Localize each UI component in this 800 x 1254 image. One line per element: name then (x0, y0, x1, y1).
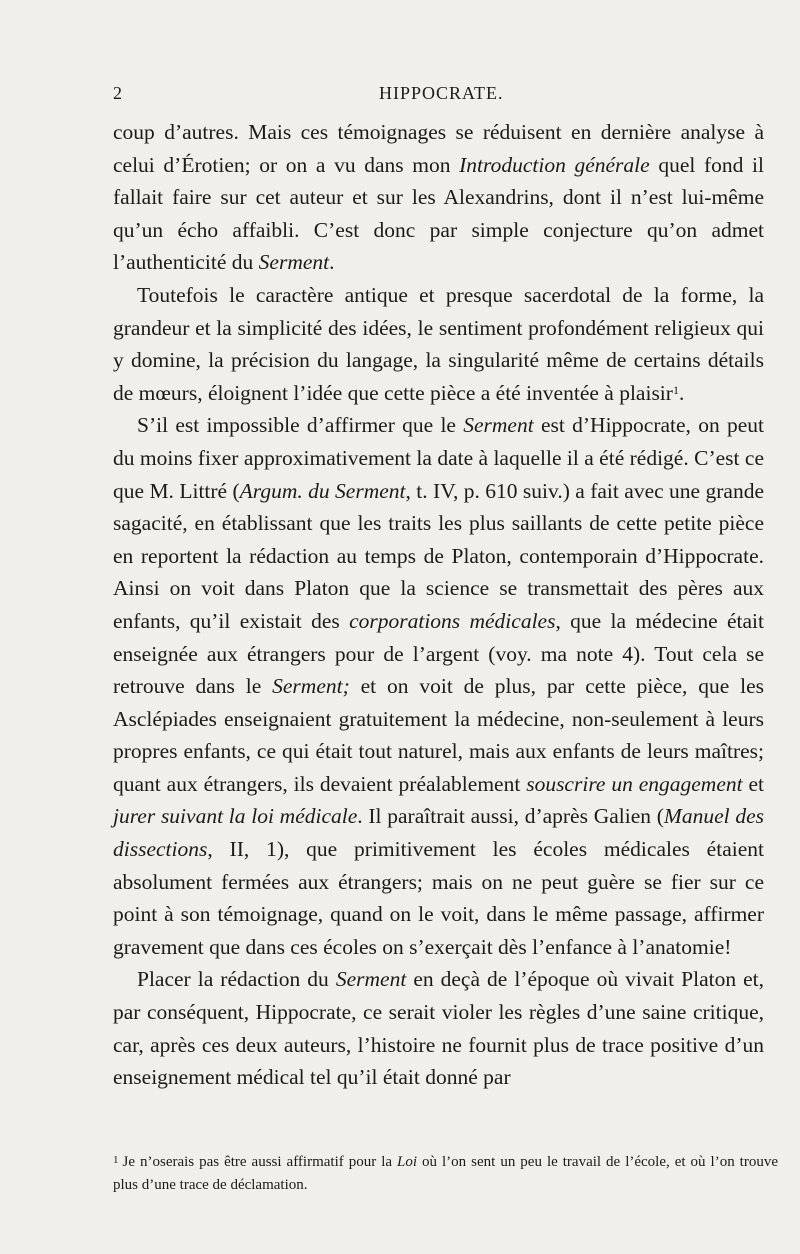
text-run: et on voit de plus, par cette pièce, que les Asclépiades enseignaient gratuitement la médecine, non-seulement à leurs propres enfants, ce qui était tout naturel, mais aux enfants de leurs maîtres; quant aux étrangers, ils devaient préalablement (113, 674, 764, 796)
text-run: , que la médecine était enseignée aux étrangers pour de l’argent (voy. ma note 4). Tout cela se retrouve dans le (113, 608, 765, 699)
text-run: Toutefois le caractère antique et presque sacerdotal de la forme, la grandeur et la simplicité des idées, le sentiment profondément religieux qui y domine, la précision du langage, la singularité même de certains détails de mœurs, éloignent l’idée que cette pièce a été inventée à plaisir (113, 282, 764, 405)
paragraph (113, 409, 764, 963)
footnote-ref: 1 (672, 382, 679, 397)
text-run: . (329, 250, 335, 275)
text-run: Placer la rédaction du (137, 967, 336, 992)
paragraph (113, 963, 764, 1093)
italic-text: Serment (463, 413, 534, 438)
text-run: Je n’oserais pas être aussi affirmatif pour la (122, 1154, 398, 1170)
text-run: en deçà de l’époque où vivait Platon et, par conséquent, Hippocrate, ce serait violer les règles d’une saine critique, car, après ces deux auteurs, l’histoire ne fournit plus de trace positive d’un enseignement médical tel qu’il était donné par (113, 967, 764, 1090)
paragraph (113, 116, 764, 279)
italic-text: Introduction générale (459, 152, 650, 177)
text-run: et (742, 771, 764, 796)
paragraph (113, 279, 764, 409)
italic-text: Manuel des dissections (113, 804, 764, 862)
text-run: S’il est impossible d’affirmer que le (137, 413, 464, 438)
text-run: , II, 1), que primitivement les écoles médicales étaient absolument fermées aux étrangers; mais on ne peut guère se fier sur ce point à son témoignage, quand on le voit, dans le même passage, affirmer gravement que dans ces écoles on s’exerçait dès l’enfance à l’anatomie! (113, 837, 764, 959)
italic-text: Serment (335, 967, 407, 992)
italic-text: Argum. du Serment (239, 478, 406, 503)
text-run: , t. IV, p. 610 suiv.) a fait avec une grande sagacité, en établissant que les traits les plus saillants de cette petite pièce en reportent la rédaction au temps de Platon, contemporain d’Hippocrate. Ainsi on voit dans Platon que la science se transmettait des pères aux enfants, qu’il existait des (113, 478, 764, 633)
italic-text: jurer suivant la loi médicale (113, 804, 358, 829)
text-run: quel fond il fallait faire sur cet auteur et sur les Alexandrins, dont il n’est lui-même qu’un écho affaibli. C’est donc par simple conjecture qu’on admet l’authenticité du (113, 152, 764, 275)
italic-text: corporations médicales (349, 608, 556, 633)
text-run: . (678, 380, 685, 405)
text-run: est d’Hippocrate, on peut du moins fixer approximativement la date à laquelle il a été rédigé. C’est ce que M. Littré ( (113, 413, 764, 503)
running-title: HIPPOCRATE. (379, 83, 504, 103)
italic-text: Serment (258, 250, 330, 275)
italic-text: Loi (397, 1154, 418, 1170)
footnote (113, 1151, 778, 1197)
italic-text: Serment; (272, 674, 350, 699)
page-number: 2 (113, 83, 123, 103)
footnote-mark: 1 (113, 1154, 119, 1166)
text-run: coup d’autres. Mais ces témoignages se réduisent en dernière analyse à celui d’Érotien; or on a vu dans mon (113, 120, 764, 177)
footnote-text (113, 1154, 778, 1193)
text-run: . Il paraîtrait aussi, d’après Galien ( (357, 804, 664, 829)
text-run: où l’on sent un peu le travail de l’école, et où l’on trouve plus d’une trace de déclamation. (113, 1154, 779, 1193)
body-text (113, 116, 764, 1094)
italic-text: souscrire un engagement (526, 771, 743, 796)
page-header (113, 83, 764, 107)
